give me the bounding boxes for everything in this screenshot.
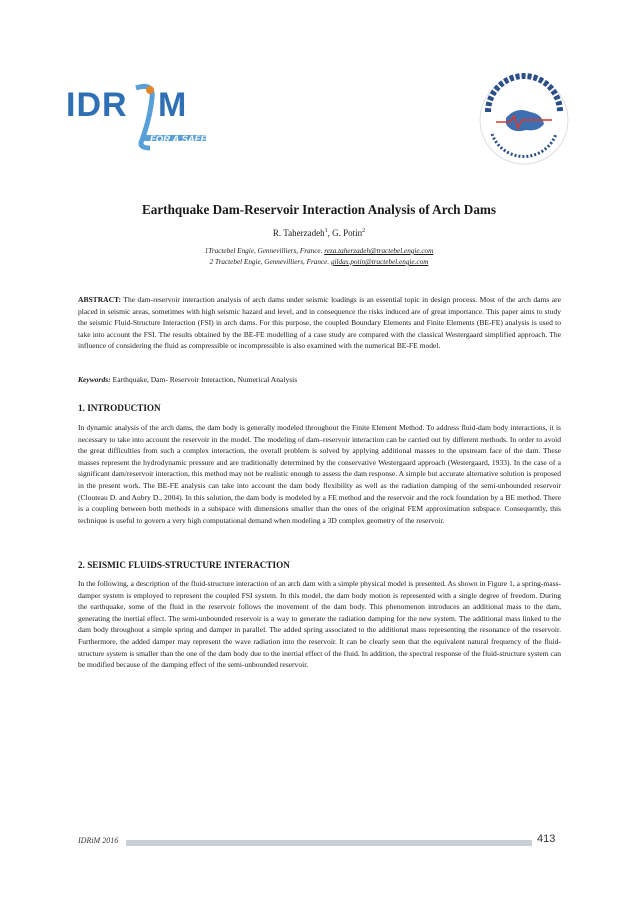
author-1: R. Taherzadeh [272,228,325,238]
affiliation-1 [70,246,568,257]
section-heading-introduction: 1. INTRODUCTION [78,403,161,413]
author-2-affil: 2 [362,228,366,234]
svg-text:M: M [158,86,187,124]
abstract-label: ABSTRACT: [78,295,122,304]
svg-text:IDR: IDR [66,86,128,124]
section-heading-fsi: 2. SEISMIC FLUIDS-STRUCTURE INTERACTION [78,560,290,570]
author-2: G. Potin [332,228,363,238]
footer-divider [126,840,532,846]
keywords-text: Earthquake, Dam- Reservoir Interaction, Numerical Analysis [110,375,298,384]
page-number: 413 [537,833,556,845]
abstract-text: The dam-reservoir interaction analysis of arch dams under seismic loadings is an essential topic in design process. Most of the arch dams are placed in seismic areas, sometimes with high seismic hazard and level, and in consequence the risks induced are of great importance. This paper aims to study the seismic Fluid-Structure Interaction (FSI) in arch dams. For this purpose, the coupled Boundary Elements and Finite Elements (BE-FE) analysis is used to take into account the FSI. The results obtained by the BE-FE modelling of a case study are compared with the classical Westergaard simplified approach. The influence of considering the fluid as compressible or incompressible is also examined with the numerical BE-FE model. [78,295,561,351]
footer-conference: IDRiM 2016 [78,836,119,845]
affiliations [70,246,568,268]
keywords [78,374,561,386]
affiliation-2-text: 2 Tractebel Engie, Gennevilliers, France. [209,258,331,266]
affiliation-2-email[interactable]: gildas.potin@tractebel.engie.com [330,258,429,266]
section-text-introduction: In dynamic analysis of the arch dams, the dam body is generally modeled throughout the Finite Element Method. To address fluid-dam body interactions, it is necessary to take into account the reservoir in the model. The modeling of dam–reservoir interaction can be carried out by different methods. In order to avoid the great difficulties from such a complex interaction, the overall problem is solved by applying additional masses to the upstream face of the dam. These masses represent the hydrodynamic pressure and are traditionally determined by the conservative Westergaard approach (Westergaard, 1933). In the case of a significant dam/reservoir interaction, this method may not be realistic enough to assess the dam response. A simple but accurate alternative solution is proposed in the present work. The BE-FE analysis can take into account the dam body flexibility as well as the radiation damping of the semi-unbounded reservoir (Clouteau D. and Aubry D., 2004). In this solution, the dam body is modeled by a FE method and the reservoir and the rock foundation by a BE method. There is a coupling between both methods in a subspace with dimensions smaller than the ones of the original FEM approximation subspace. Consequently, this technique is useful to govern a very high computational demand when modeling a 3D complex geometry of the reservoir. [78,423,561,525]
affiliation-1-text: 1Tractebel Engie, Gennevilliers, France. [204,247,325,255]
idrim-logo [66,78,253,153]
author-separator: , [327,228,333,238]
author-1-affil: 1 [324,228,328,234]
paper-title: Earthquake Dam-Reservoir Interaction Analysis of Arch Dams [141,202,497,217]
affiliation-1-email[interactable]: reza.taherzadeh@tractebel.engie.com [324,247,434,255]
logo-tagline: FOR A SAFER WORLD [150,134,253,145]
section-text-fsi: In the following, a description of the fluid-structure interaction of an arch dam with a simple physical model is presented. As shown in Figure 1, a spring-mass-damper system is employed to represent the coupled FSI system. In this model, the dam body motion is represented with a single degree of freedom. During the earthquake, some of the fluid in the reservoir follows the movement of the dam body. This phenomenon introduces an additional mass to the dam, generating the inertial effect. The semi-unbounded reservoir is a way to generate the radiation damping for the new system. The additional mass linked to the dam body throughout a simple spring and damper in parallel. The added spring associated to the additional mass representing the resonance of the reservoir. Furthermore, the added damper may represent the wave radiation into the reservoir. It can be clearly seen that the equivalent natural frequency of the fluid-structure system is smaller than the one of the dam body due to the inertial effect of the fluid. In addition, the spectral response of the fluid-structure system can be modified because of the damping effect of the semi-unbounded reservoir. [78,579,561,670]
society-seal-logo [476,72,572,168]
abstract [78,294,561,352]
author-line [70,228,568,238]
affiliation-2 [70,257,568,268]
keywords-label: Keywords: [78,375,111,384]
